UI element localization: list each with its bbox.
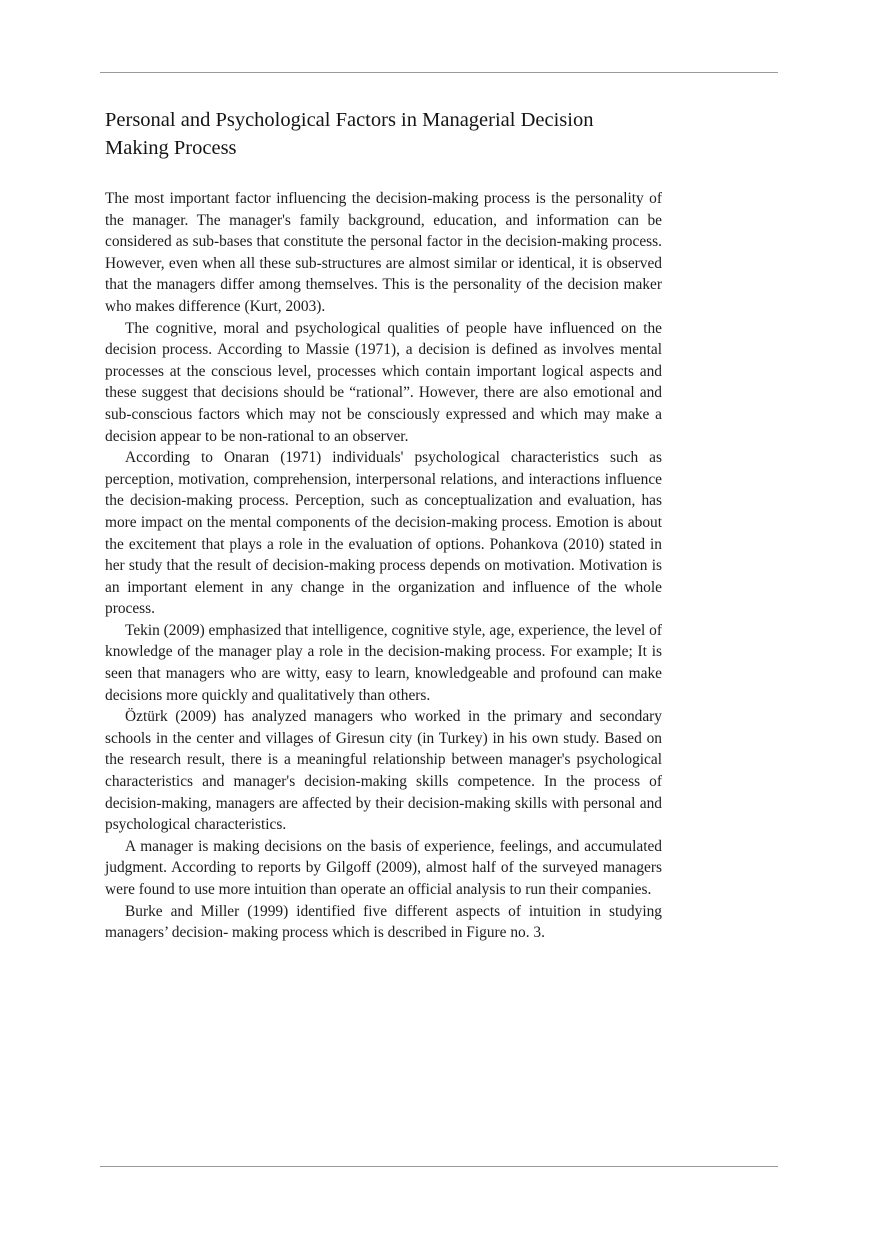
paragraph: According to Onaran (1971) individuals' psychological characteristics such as perception, motivation, comprehension, interpersonal relations, and interactions influence the decision-making process. Perception, such as conceptualization and evaluation, has more impact on the mental components of the decision-making process. Emotion is about the excitement that plays a role in the evaluation of options. Pohankova (2010) stated in her study that the result of decision-making process depends on motivation. Motivation is an important element in any change in the organization and influence of the whole process. bbox=[105, 449, 662, 618]
body-text bbox=[105, 106, 662, 944]
top-divider bbox=[100, 72, 778, 73]
paragraph: The cognitive, moral and psychological qualities of people have influenced on the decision process. According to Massie (1971), a decision is defined as involves mental processes at the conscious level, processes which contain important logical aspects and these suggest that decisions should be “rational”. However, there are also emotional and sub-conscious factors which may not be consciously expressed and which may make a decision appear to be non-rational to an observer. bbox=[105, 319, 662, 445]
paragraph: Tekin (2009) emphasized that intelligence, cognitive style, age, experience, the level of knowledge of the manager play a role in the decision-making process. For example; It is seen that managers who are witty, easy to learn, knowledgeable and profound can make decisions more quickly and qualitatively than others. bbox=[105, 621, 662, 704]
page-title: Personal and Psychological Factors in Managerial Decision Making Process bbox=[105, 109, 594, 159]
paragraph: The most important factor influencing the decision-making process is the personality of the manager. The manager's family background, education, and information can be considered as sub-bases that constitute the personal factor in the decision-making process. However, even when all these sub-structures are almost similar or identical, it is observed that the managers differ among themselves. This is the personality of the decision maker who makes difference (Kurt, 2003). bbox=[105, 190, 662, 315]
paragraph: A manager is making decisions on the basis of experience, feelings, and accumulated judgment. According to reports by Gilgoff (2009), almost half of the surveyed managers were found to use more intuition than operate an official analysis to run their companies. bbox=[105, 837, 662, 898]
paragraph: Öztürk (2009) has analyzed managers who worked in the primary and secondary schools in the center and villages of Giresun city (in Turkey) in his own study. Based on the research result, there is a meaningful relationship between manager's psychological characteristics and manager's decision-making skills competence. In the process of decision-making, managers are affected by their decision-making skills with personal and psychological characteristics. bbox=[105, 708, 662, 834]
paragraph: Burke and Miller (1999) identified five different aspects of intuition in studying managers’ decision- making process which is described in Figure no. 3. bbox=[105, 902, 662, 942]
bottom-divider bbox=[100, 1166, 778, 1167]
